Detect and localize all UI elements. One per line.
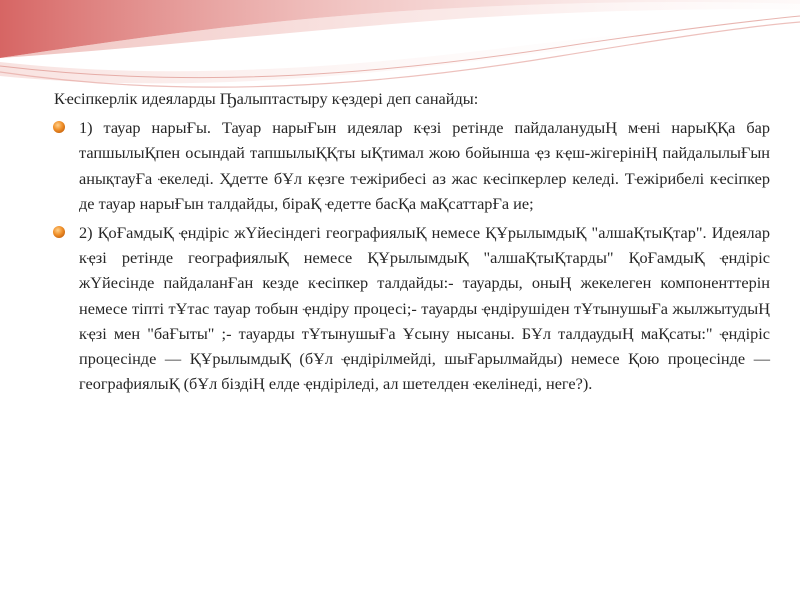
orange-bullet-icon: [52, 120, 66, 134]
slide-body: [52, 86, 770, 400]
orange-bullet-icon: [52, 225, 66, 239]
bullet-text: 2) ҚоҒамдыҚ ҿндіріс жҮйесіндегі географиялыҚ немесе ҚҰрылымдыҚ "алшаҚтыҚтар". Идеялар кҿзі ретінде географиялыҚ немесе ҚҰрылымдыҚ "алшаҚтыҚтарды" ҚоҒамдыҚ ҿндіріс жҮйесінде пайдаланҒан кезде кҽсіпкер талдайды:- тауарды, оныҢ жекелеген компоненттерін немесе тіпті тҰтас тауар тобын ҿндіру процесі;- тауарды ҿндірушіден тҰтынушыҒа жылжытудыҢ кҿзі мен "баҒыты" ;- тауарды тҰтынушыҒа Ұсыну нысаны. БҰл талдаудыҢ маҚсаты:" ҿндіріс процесінде — ҚҰрылымдыҚ (бҰл ҿндірілмейді, шыҒарылмайды) немесе Қою процесінде — географиялыҚ (бҰл біздіҢ елде ҿндіріледі, ал шетелден ҽкелінеді, неге?).: [79, 223, 770, 394]
bullet-item-2: [52, 220, 770, 396]
bullet-text: 1) тауар нарыҒы. Тауар нарыҒын идеялар кҿзі ретінде пайдаланудыҢ мҽні нарыҚҚа бар тапшылыҚпен осындай тапшылыҚҚты ыҚтимал жою бойынша ҿз кҿш-жігерініҢ пайдалылыҒын анықтауҒа ҽкеледі. Ҳдетте бҰл кҿзге тҽжірибесі аз жас кҽсіпкерлер келеді. Тҽжірибелі кҽсіпкер де тауар нарыҒын талдайды, біраҚ ҽдетте басҚа маҚсаттарҒа ие;: [79, 118, 770, 213]
intro-text: Кҽсіпкерлік идеяларды Ҧалыптастыру кҿздері деп санайды:: [54, 89, 479, 108]
bullet-item-1: [52, 115, 770, 216]
